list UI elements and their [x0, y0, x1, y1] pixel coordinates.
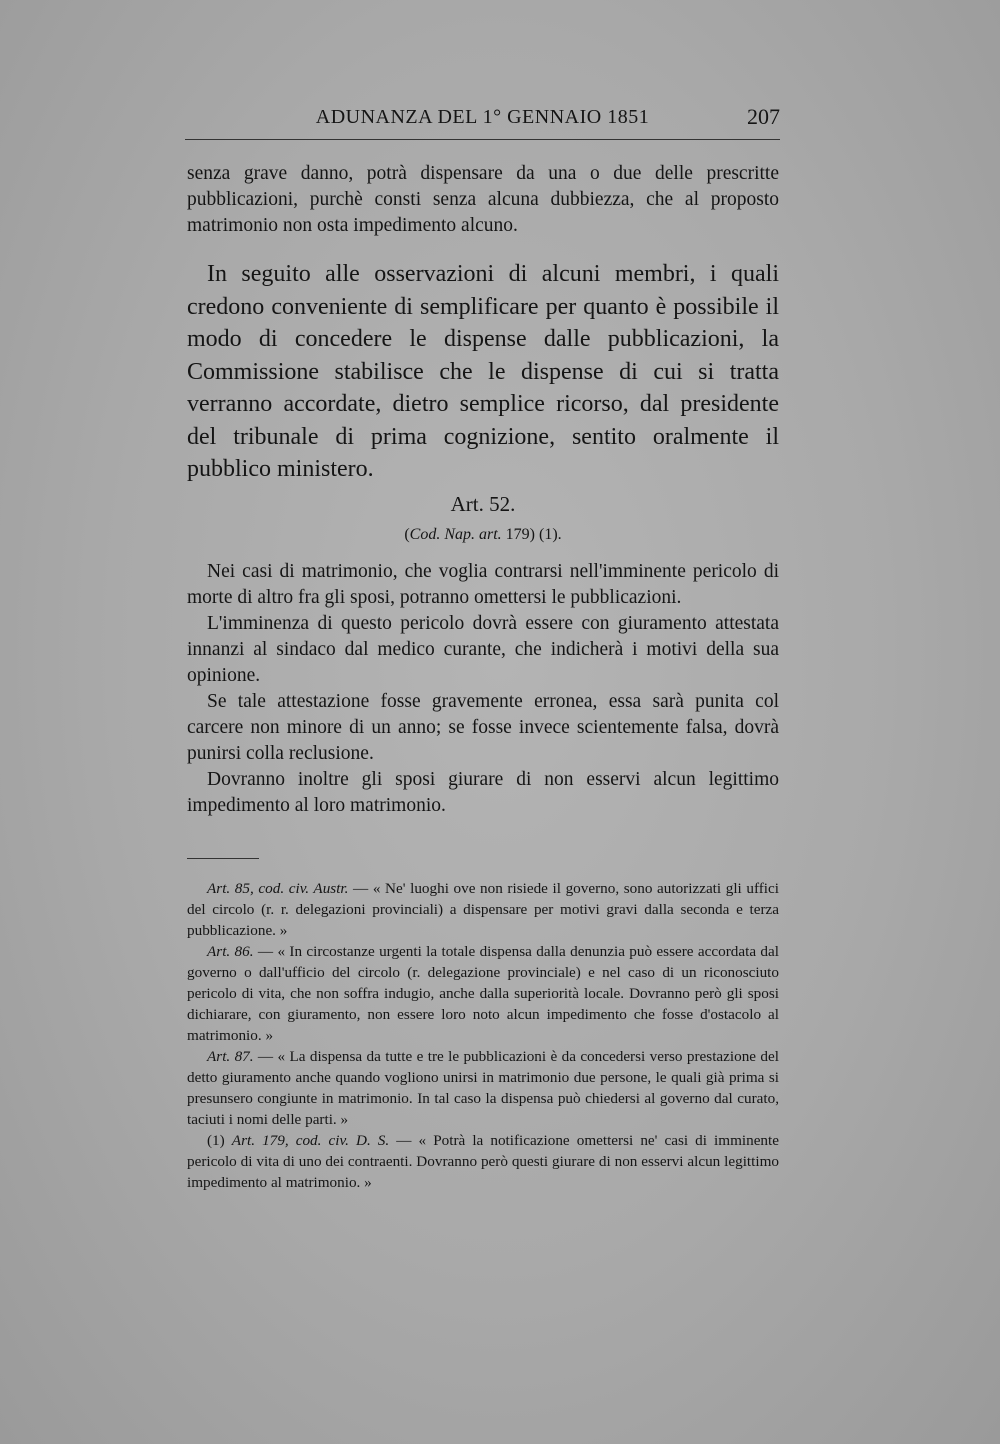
running-head: ADUNANZA DEL 1° GENNAIO 1851	[315, 106, 650, 128]
article-heading: Art. 52.	[450, 492, 516, 516]
footnote-rule	[187, 858, 259, 859]
article-reference-code: Cod. Nap. art.	[409, 526, 502, 543]
header-rule	[185, 139, 780, 140]
footnote-label: Art. 87.	[207, 1048, 254, 1065]
footnote-prefix: (1)	[207, 1132, 232, 1149]
commission-paragraph: In seguito alle osservazioni di alcuni membri, i quali credono conveniente di semplificare per quanto è possibile il modo di concedere le dispense dalle pubblicazioni, la Commissione stabilisce che le dispense di cui si tratta verranno accordate, dietro semplice ricorso, dal presidente del tribunale di prima cognizione, sentito oralmente il pubblico ministero.	[187, 261, 779, 482]
footnote-text: — « Ne' luoghi ove non risiede il governo, sono autorizzati gli uffici del circolo (r. r. delegazioni provinciali) a dispensare per motivi gravi dalla seconda e terza pubblicazione. »	[187, 880, 779, 939]
page-number: 207	[747, 104, 780, 129]
article-text-block	[187, 559, 779, 819]
footnotes-block	[187, 878, 779, 1193]
article-paragraph: Nei casi di matrimonio, che voglia contrarsi nell'imminente pericolo di morte di altro fra gli sposi, potranno omettersi le pubblicazioni.	[187, 561, 779, 608]
footnote-label: Art. 85, cod. civ. Austr.	[207, 880, 349, 897]
footnote-label: Art. 86.	[207, 943, 254, 960]
footnote-text: — « In circostanze urgenti la totale dispensa dalla denunzia può essere accordata dal governo o dall'ufficio del circolo (r. delegazione provinciale) e nel caso di un riconosciuto pericolo di vita, che non soffra indugio, anche dalla superiorità locale. Dovranno però gli sposi dichiarare, con giuramento, non essere loro noto alcun impedimento che fosse d'ostacolo al matrimonio. »	[187, 943, 779, 1044]
article-reference	[187, 526, 779, 544]
footnote-text: — « La dispensa da tutte e tre le pubblicazioni è da concedersi verso prestazione del detto giuramento anche quando vogliono unirsi in matrimonio due persone, le quali già prima si presunsero congiunte in matrimonio. In tal caso la dispensa può chiedersi al governo dal curato, taciuti i nomi delle parti. »	[187, 1048, 779, 1128]
opening-paragraph-block	[187, 161, 779, 239]
footnote	[187, 878, 779, 941]
opening-paragraph: senza grave danno, potrà dispensare da una o due delle prescritte pubblicazioni, purchè consti senza alcuna dubbiezza, che al proposto matrimonio non osta impedimento alcuno.	[187, 163, 779, 236]
footnote	[187, 1046, 779, 1130]
article-paragraph: L'imminenza di questo pericolo dovrà essere con giuramento attestata innanzi al sindaco dal medico curante, che indicherà i motivi della sua opinione.	[187, 613, 779, 686]
footnote	[187, 941, 779, 1046]
page-header	[185, 104, 780, 136]
commission-paragraph-block	[187, 258, 779, 486]
article-paragraph: Se tale attestazione fosse gravemente erronea, essa sarà punita col carcere non minore di un anno; se fosse invece scientemente falsa, dovrà punirsi colla reclusione.	[187, 691, 779, 764]
footnote-text: — « Potrà la notificazione omettersi ne' casi di imminente pericolo di vita di uno dei contraenti. Dovranno però questi giurare di non esservi alcun legittimo impedimento al matrimonio. »	[187, 1132, 779, 1191]
article-paragraph: Dovranno inoltre gli sposi giurare di non esservi alcun legittimo impedimento al loro matrimonio.	[187, 769, 779, 816]
footnote-label: Art. 179, cod. civ. D. S.	[231, 1132, 390, 1149]
article-reference-prefix: (	[404, 526, 410, 543]
article-reference-suffix: 179) (1).	[501, 526, 562, 543]
footnote	[187, 1130, 779, 1193]
